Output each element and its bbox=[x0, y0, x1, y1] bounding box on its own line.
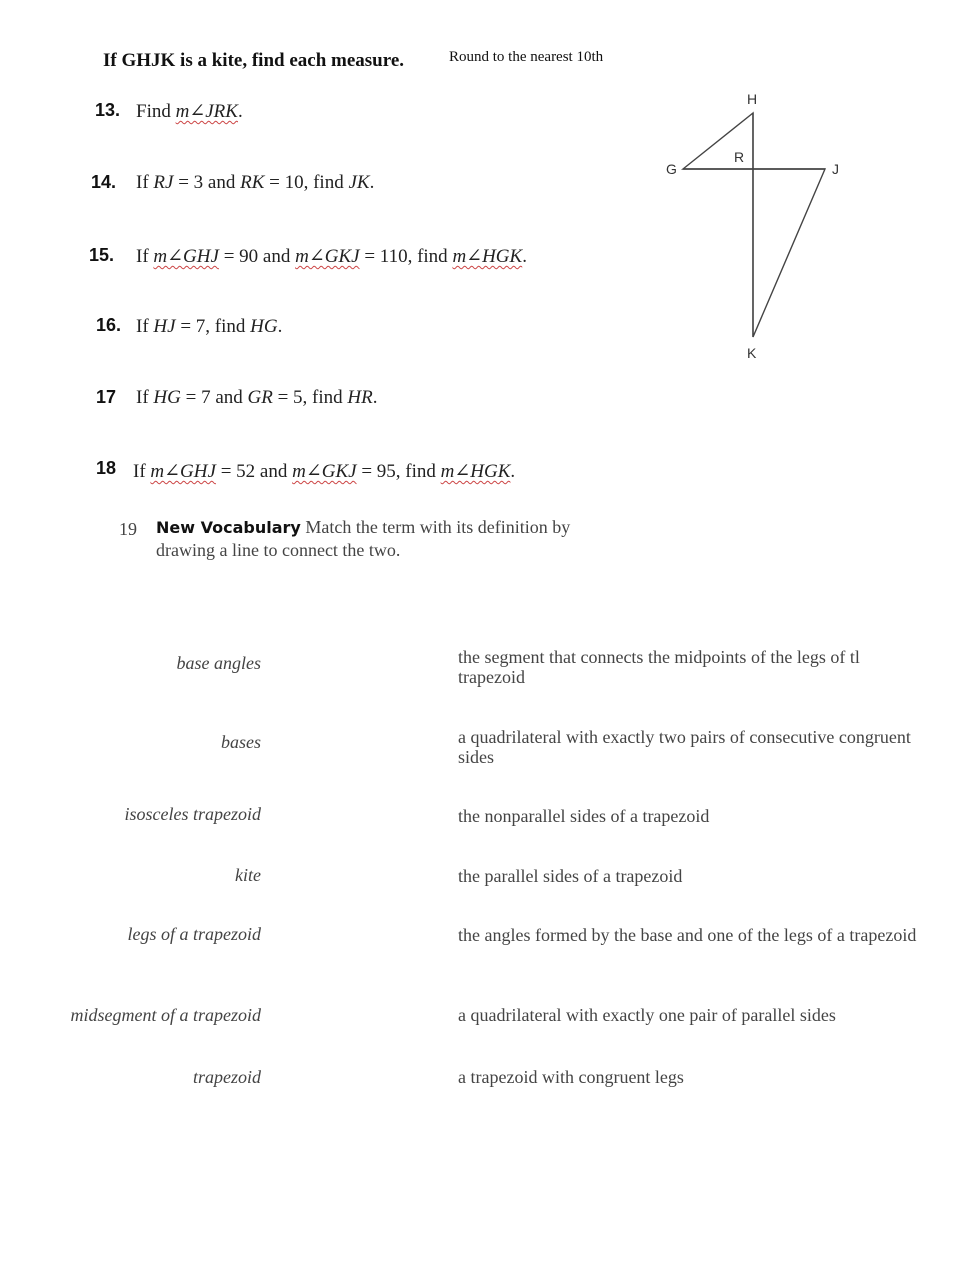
question-13-text: Find m∠JRK. bbox=[136, 101, 243, 122]
term-isosceles-trapezoid: isosceles trapezoid bbox=[124, 804, 261, 824]
label-r: R bbox=[734, 149, 745, 165]
term-trapezoid: trapezoid bbox=[192, 1067, 261, 1087]
term-legs-of-a-trapezoid: legs of a trapezoid bbox=[127, 924, 261, 944]
question-13-number: 13. bbox=[95, 100, 121, 120]
vocab-instruction-line2: drawing a line to connect the two. bbox=[156, 540, 401, 560]
question-15-number: 15. bbox=[89, 245, 115, 265]
label-h: H bbox=[747, 91, 758, 107]
vocab-heading: New Vocabulary bbox=[156, 518, 301, 537]
vocab-instruction-line1: New Vocabulary Match the term with its definition by bbox=[156, 517, 571, 537]
kite-outline bbox=[683, 113, 825, 337]
page-title: If GHJK is a kite, find each measure. bbox=[103, 50, 405, 71]
definition-base-angles: the angles formed by the base and one of the legs of a trapezoid bbox=[458, 925, 917, 945]
definition-midsegment: the segment that connects the midpoints of the legs of tl trapezoid bbox=[458, 647, 860, 687]
definition-isosceles-trapezoid: a trapezoid with congruent legs bbox=[458, 1067, 684, 1087]
question-19-number: 19 bbox=[119, 519, 137, 539]
definition-trapezoid: a quadrilateral with exactly one pair of parallel sides bbox=[458, 1005, 836, 1025]
definition-legs: the nonparallel sides of a trapezoid bbox=[458, 806, 710, 826]
label-k: K bbox=[747, 345, 757, 361]
question-17-text: If HG = 7 and GR = 5, find HR. bbox=[136, 387, 378, 408]
question-14-text: If RJ = 3 and RK = 10, find JK. bbox=[136, 172, 375, 193]
term-kite: kite bbox=[235, 865, 261, 885]
term-midsegment-of-a-trapezoid: midsegment of a trapezoid bbox=[70, 1005, 261, 1025]
question-16-text: If HJ = 7, find HG. bbox=[136, 316, 283, 337]
kite-diagram bbox=[650, 85, 870, 370]
term-bases: bases bbox=[221, 732, 261, 752]
question-16-number: 16. bbox=[96, 315, 122, 335]
label-g: G bbox=[666, 161, 677, 177]
term-base-angles: base angles bbox=[176, 653, 261, 673]
question-14-number: 14. bbox=[91, 172, 117, 192]
definition-kite: a quadrilateral with exactly two pairs of consecutive congruent sides bbox=[458, 727, 911, 767]
question-18-number: 18 bbox=[96, 458, 117, 478]
question-18-text: If m∠GHJ = 52 and m∠GKJ = 95, find m∠HGK. bbox=[133, 461, 516, 482]
rounding-note: Round to the nearest 10th bbox=[449, 49, 604, 65]
question-17-number: 17 bbox=[96, 387, 117, 407]
definition-bases: the parallel sides of a trapezoid bbox=[458, 866, 683, 886]
question-15-text: If m∠GHJ = 90 and m∠GKJ = 110, find m∠HGK. bbox=[136, 246, 527, 267]
label-j: J bbox=[832, 161, 839, 177]
